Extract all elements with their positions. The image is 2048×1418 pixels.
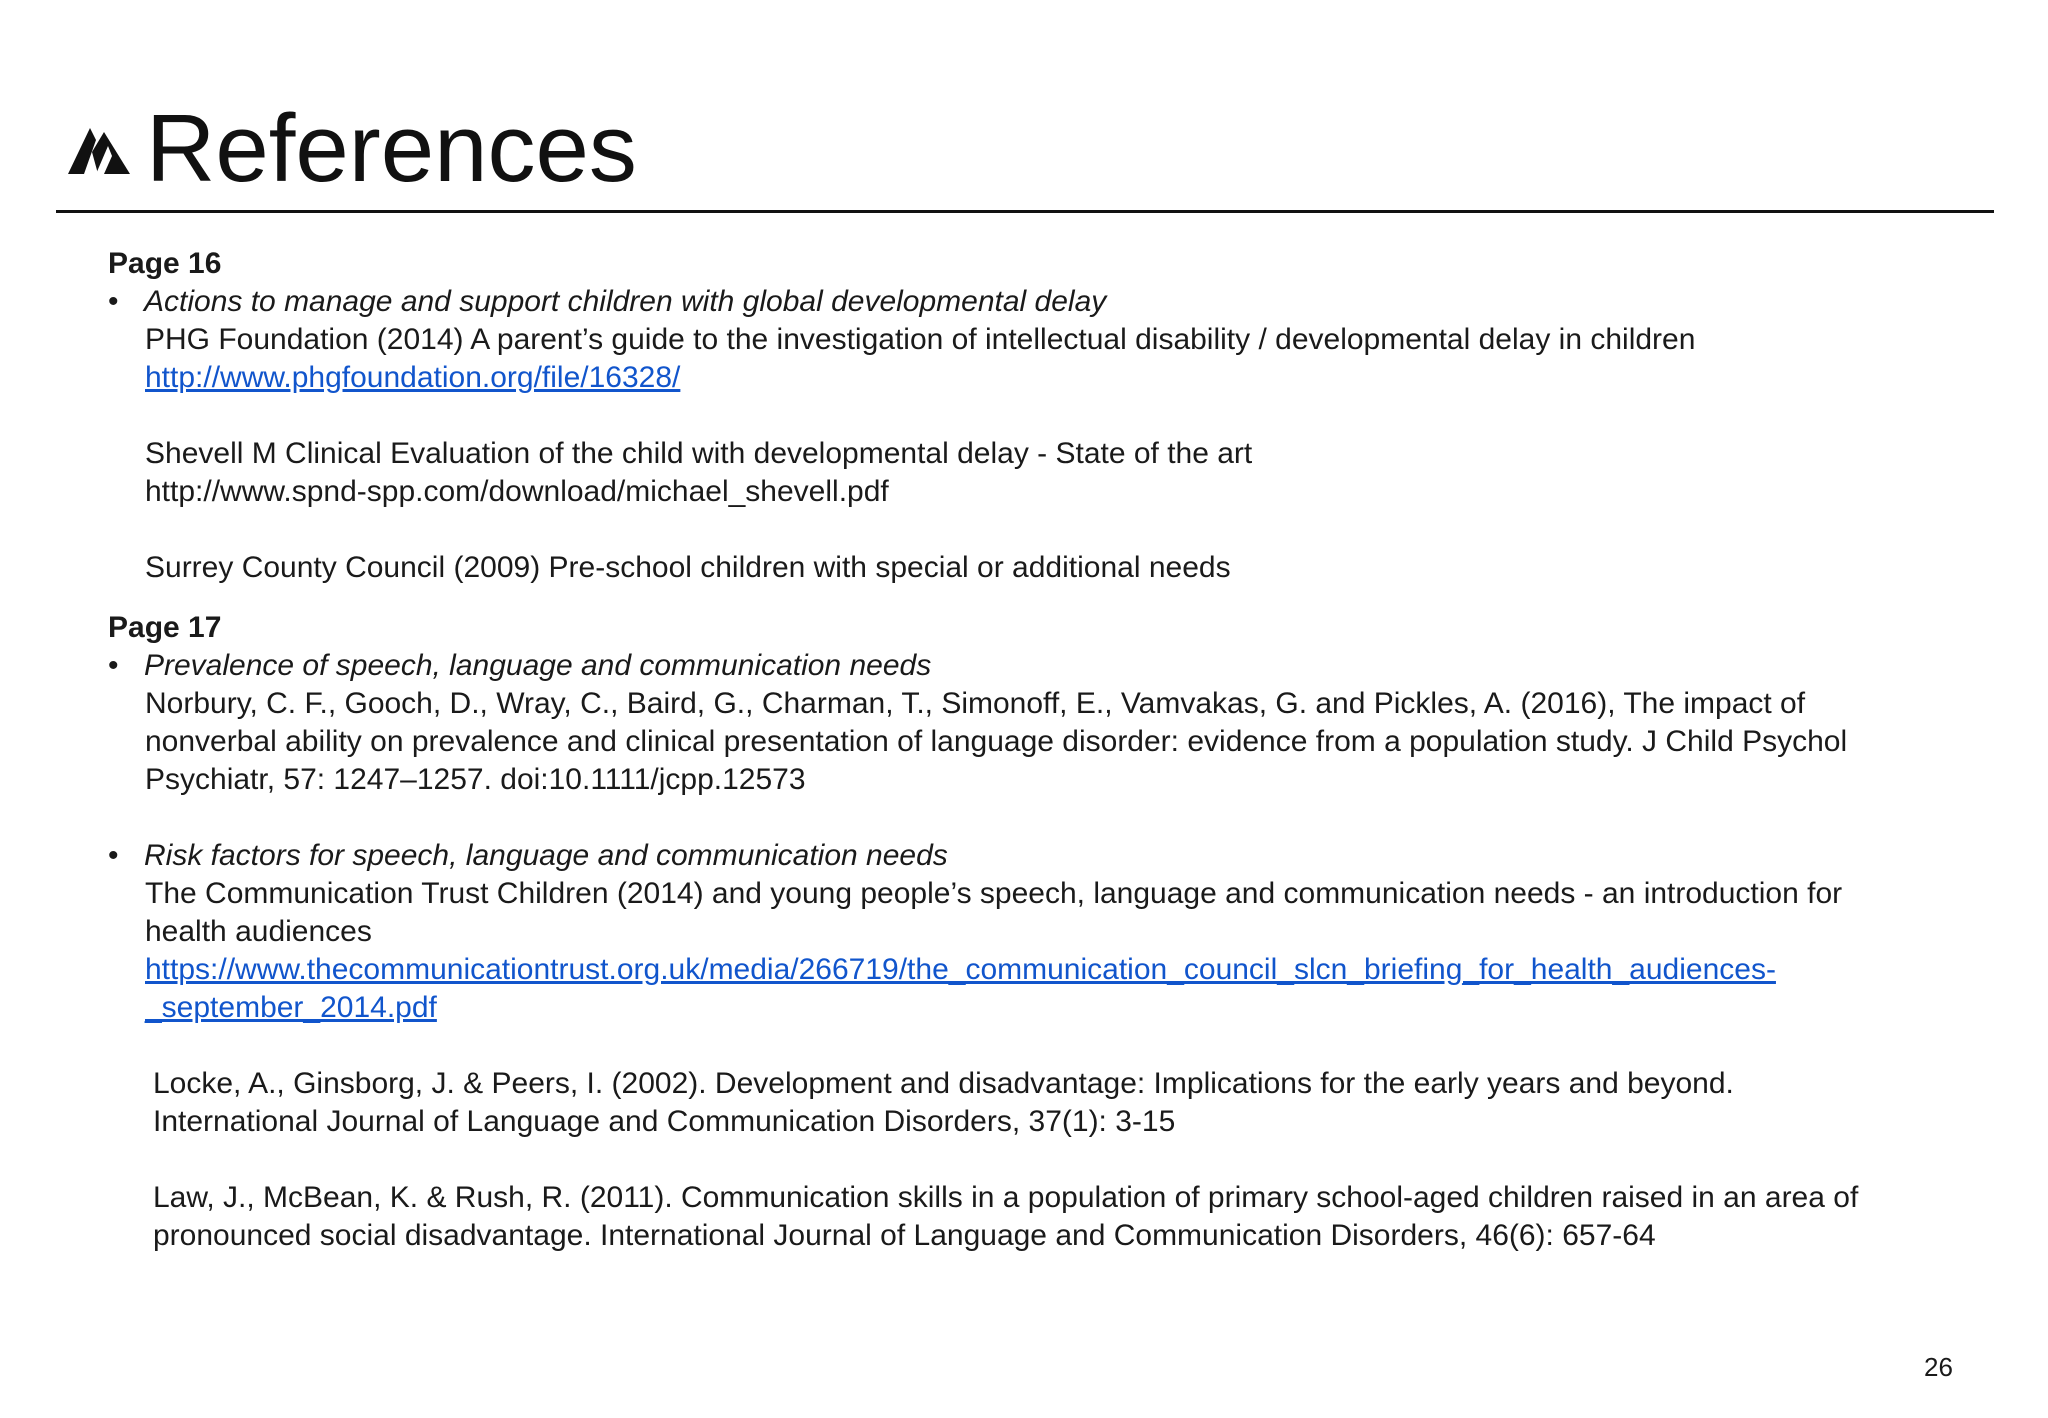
reference-text: The Communication Trust Children (2014) and young people’s speech, language and communication needs - an introduction for xyxy=(145,877,1843,910)
reference-text: Surrey County Council (2009) Pre-school children with special or additional needs xyxy=(145,551,1231,584)
bullet-item xyxy=(108,837,2008,875)
bullet-topic: Actions to manage and support children with global developmental delay xyxy=(144,285,1107,318)
reference-url-text: http://www.spnd-spp.com/download/michael_shevell.pdf xyxy=(145,475,889,508)
section-heading-page-16: Page 16 xyxy=(108,247,222,280)
reference-text: Shevell M Clinical Evaluation of the child with developmental delay - State of the art xyxy=(145,437,1253,470)
reference-text: Law, J., McBean, K. & Rush, R. (2011). Communication skills in a population of primary school-aged children raised in an area of xyxy=(153,1181,1859,1214)
reference-text: Norbury, C. F., Gooch, D., Wray, C., Baird, G., Charman, T., Simonoff, E., Vamvakas, G. and Pickles, A. (2016), The impact of xyxy=(145,687,1806,720)
bullet-icon: • xyxy=(108,839,119,872)
page-title: References xyxy=(146,95,637,202)
section-heading-page-17: Page 17 xyxy=(108,611,222,644)
reference-text: nonverbal ability on prevalence and clinical presentation of language disorder: evidence from a population study. J Child Psychol xyxy=(145,725,1848,758)
bullet-topic: Risk factors for speech, language and communication needs xyxy=(144,839,948,872)
reference-text: International Journal of Language and Communication Disorders, 37(1): 3-15 xyxy=(153,1105,1176,1138)
reference-link[interactable]: https://www.thecommunicationtrust.org.uk/media/266719/the_communication_council_slcn_briefing_for_health_audiences- xyxy=(145,953,1776,986)
reference-text: Psychiatr, 57: 1247–1257. doi:10.1111/jcpp.12573 xyxy=(145,763,806,796)
reference-link[interactable]: _september_2014.pdf xyxy=(145,991,437,1024)
reference-link[interactable]: http://www.phgfoundation.org/file/16328/ xyxy=(145,361,681,394)
bullet-item xyxy=(108,283,2008,321)
bullet-topic: Prevalence of speech, language and communication needs xyxy=(144,649,932,682)
page-number: 26 xyxy=(1924,1352,1953,1382)
reference-text: pronounced social disadvantage. International Journal of Language and Communication Disorders, 46(6): 657-64 xyxy=(153,1219,1656,1252)
bullet-icon: • xyxy=(108,649,119,682)
mountain-logo-icon xyxy=(68,126,130,174)
title-divider xyxy=(56,210,1994,213)
reference-text: health audiences xyxy=(145,915,372,948)
reference-text: Locke, A., Ginsborg, J. & Peers, I. (2002). Development and disadvantage: Implications for the early years and beyond. xyxy=(153,1067,1734,1100)
bullet-icon: • xyxy=(108,285,119,318)
references-list xyxy=(108,245,2008,1255)
reference-text: PHG Foundation (2014) A parent’s guide to the investigation of intellectual disability / developmental delay in children xyxy=(145,323,1696,356)
bullet-item xyxy=(108,647,2008,685)
